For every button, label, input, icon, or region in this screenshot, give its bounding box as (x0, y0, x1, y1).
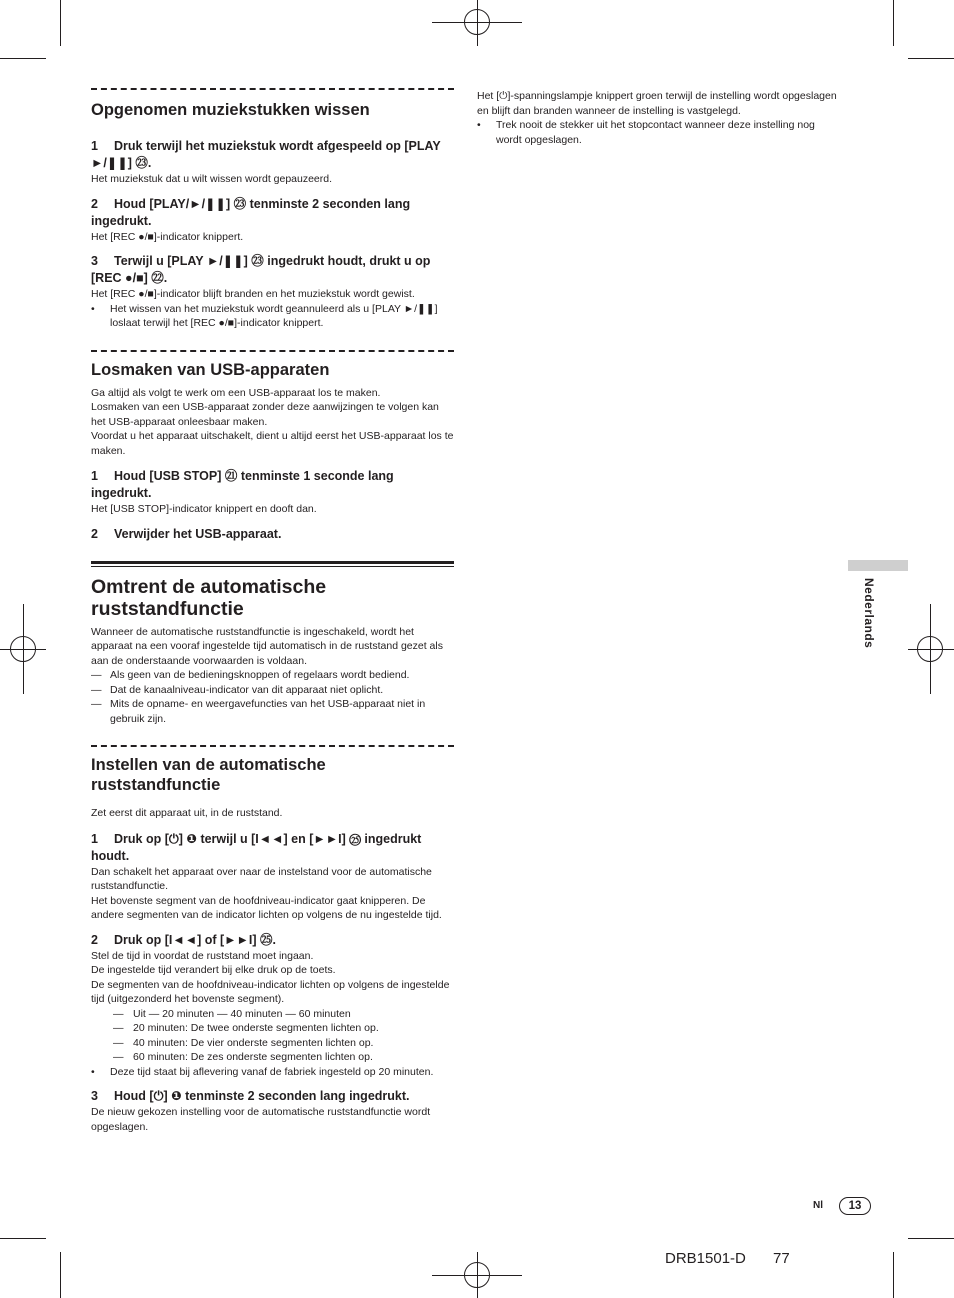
registration-mark (464, 1262, 490, 1288)
paragraph: Voordat u het apparaat uitschakelt, dient u altijd eerst het USB-apparaat los te maken. (91, 430, 454, 457)
option-item: — Uit — 20 minuten — 40 minuten — 60 minuten (113, 1007, 351, 1020)
chapter-title: Omtrent de automatische ruststandfunctie (91, 575, 327, 620)
step-heading: 1 Druk op [⏻] ❶ terwijl u [I◄◄] en [►►I] ㉕ ingedrukt houdt. (91, 831, 422, 863)
paragraph: Ga altijd als volgt te werk om een USB-apparaat los te maken. (91, 386, 381, 399)
crop-mark (893, 0, 894, 46)
dash-item: — Dat de kanaalniveau-indicator van dit apparaat niet oplicht. (91, 683, 384, 696)
paragraph: Zet eerst dit apparaat uit, in de ruststand. (91, 807, 283, 819)
step-heading: 3 Terwijl u [PLAY ►/❚❚] ㉓ ingedrukt houdt, drukt u op [REC ●/■] ㉒. (91, 254, 431, 285)
section-title: Instellen van de automatische ruststandfunctie (91, 756, 326, 794)
step-heading: 2 Verwijder het USB-apparaat. (91, 526, 282, 541)
crop-mark (60, 1252, 61, 1298)
page-language: Nl (813, 1200, 823, 1211)
dash-item: — Mits de opname- en weergavefuncties van het USB-apparaat niet in gebruik zijn. (91, 698, 426, 725)
registration-mark (917, 636, 943, 662)
section-title: Losmaken van USB-apparaten (91, 360, 330, 379)
right-column (477, 89, 837, 147)
crop-mark (908, 1238, 954, 1239)
registration-mark (10, 636, 36, 662)
step-description: Het [REC ●/■]-indicator knippert. (91, 230, 244, 243)
document-code: DRB1501-D (665, 1250, 746, 1267)
page-number: 13 (839, 1197, 871, 1215)
step-description: De ingestelde tijd verandert bij elke druk op de toets. (91, 964, 336, 976)
step-description: Het muziekstuk dat u wilt wissen wordt gepauzeerd. (91, 173, 333, 185)
option-item: — 20 minuten: De twee onderste segmenten lichten op. (113, 1022, 379, 1034)
step-heading: 2 Houd [PLAY/►/❚❚] ㉓ tenminste 2 seconden lang ingedrukt. (91, 196, 411, 228)
crop-mark (0, 1238, 46, 1239)
crop-mark (60, 0, 61, 46)
left-column (91, 88, 454, 1134)
step-description: Stel de tijd in voordat de ruststand moet ingaan. (91, 949, 314, 962)
step-description: De segmenten van de hoofdniveau-indicator lichten op volgens de ingestelde tijd (uitgezonderd het bovenste segment). (91, 978, 450, 1005)
step-heading: 3 Houd [⏻] ❶ tenminste 2 seconden lang ingedrukt. (91, 1089, 410, 1103)
paragraph: Wanneer de automatische ruststandfunctie is ingeschakeld, wordt het apparaat na een vooraf ingestelde tijd automatisch in de ruststand gezet als aan de onderstaande voorwaarden is voldaan. (91, 625, 443, 667)
step-heading: 2 Druk op [I◄◄] of [►►I] ㉕. (91, 932, 276, 947)
step-description: Het [USB STOP]-indicator knippert en dooft dan. (91, 503, 317, 515)
dash-item: — Als geen van de bedieningsknoppen of regelaars wordt bediend. (91, 669, 410, 681)
step-heading: 1 Houd [USB STOP] ㉑ tenminste 1 seconde lang ingedrukt. (91, 469, 394, 500)
language-tab (848, 560, 908, 571)
step-description: Het [REC ●/■]-indicator blijft branden en het muziekstuk wordt gewist. (91, 288, 415, 300)
step-heading: 1 Druk terwijl het muziekstuk wordt afgespeeld op [PLAY ►/❚❚] ㉓. (91, 139, 441, 170)
crop-mark (908, 58, 954, 59)
step-description: De nieuw gekozen instelling voor de automatische ruststandfunctie wordt opgeslagen. (91, 1106, 431, 1133)
language-label: Nederlands (862, 578, 876, 649)
bullet-item: • Deze tijd staat bij aflevering vanaf de fabriek ingesteld op 20 minuten. (91, 1065, 434, 1078)
crop-mark (893, 1252, 894, 1298)
bullet-item: • Het wissen van het muziekstuk wordt geannuleerd als u [PLAY ►/❚❚] loslaat terwijl het [REC ●/■]-indicator knippert. (91, 302, 438, 329)
option-item: — 40 minuten: De vier onderste segmenten lichten op. (113, 1036, 374, 1049)
option-item: — 60 minuten: De zes onderste segmenten lichten op. (113, 1051, 373, 1063)
paragraph: Het [⏻]-spanningslampje knippert groen terwijl de instelling wordt opgeslagen en blijft dan branden wanneer de instelling is vastgelegd. (477, 90, 837, 117)
paragraph: Losmaken van een USB-apparaat zonder deze aanwijzingen te volgen kan het USB-apparaat onleesbaar maken. (91, 401, 439, 428)
footer-page-number: 77 (773, 1250, 790, 1267)
step-description: Dan schakelt het apparaat over naar de instelstand voor de automatische ruststandfunctie. (91, 865, 432, 892)
registration-mark (464, 9, 490, 35)
section-title: Opgenomen muziekstukken wissen (91, 101, 370, 119)
section-rule (91, 561, 454, 564)
bullet-item: • Trek nooit de stekker uit het stopcontact wanneer deze instelling nog wordt opgeslagen. (477, 119, 815, 146)
step-description: Het bovenste segment van de hoofdniveau-indicator gaat knipperen. De andere segmenten van de indicator lichten op volgens de nu ingestelde tijd. (91, 894, 442, 921)
crop-mark (0, 58, 46, 59)
